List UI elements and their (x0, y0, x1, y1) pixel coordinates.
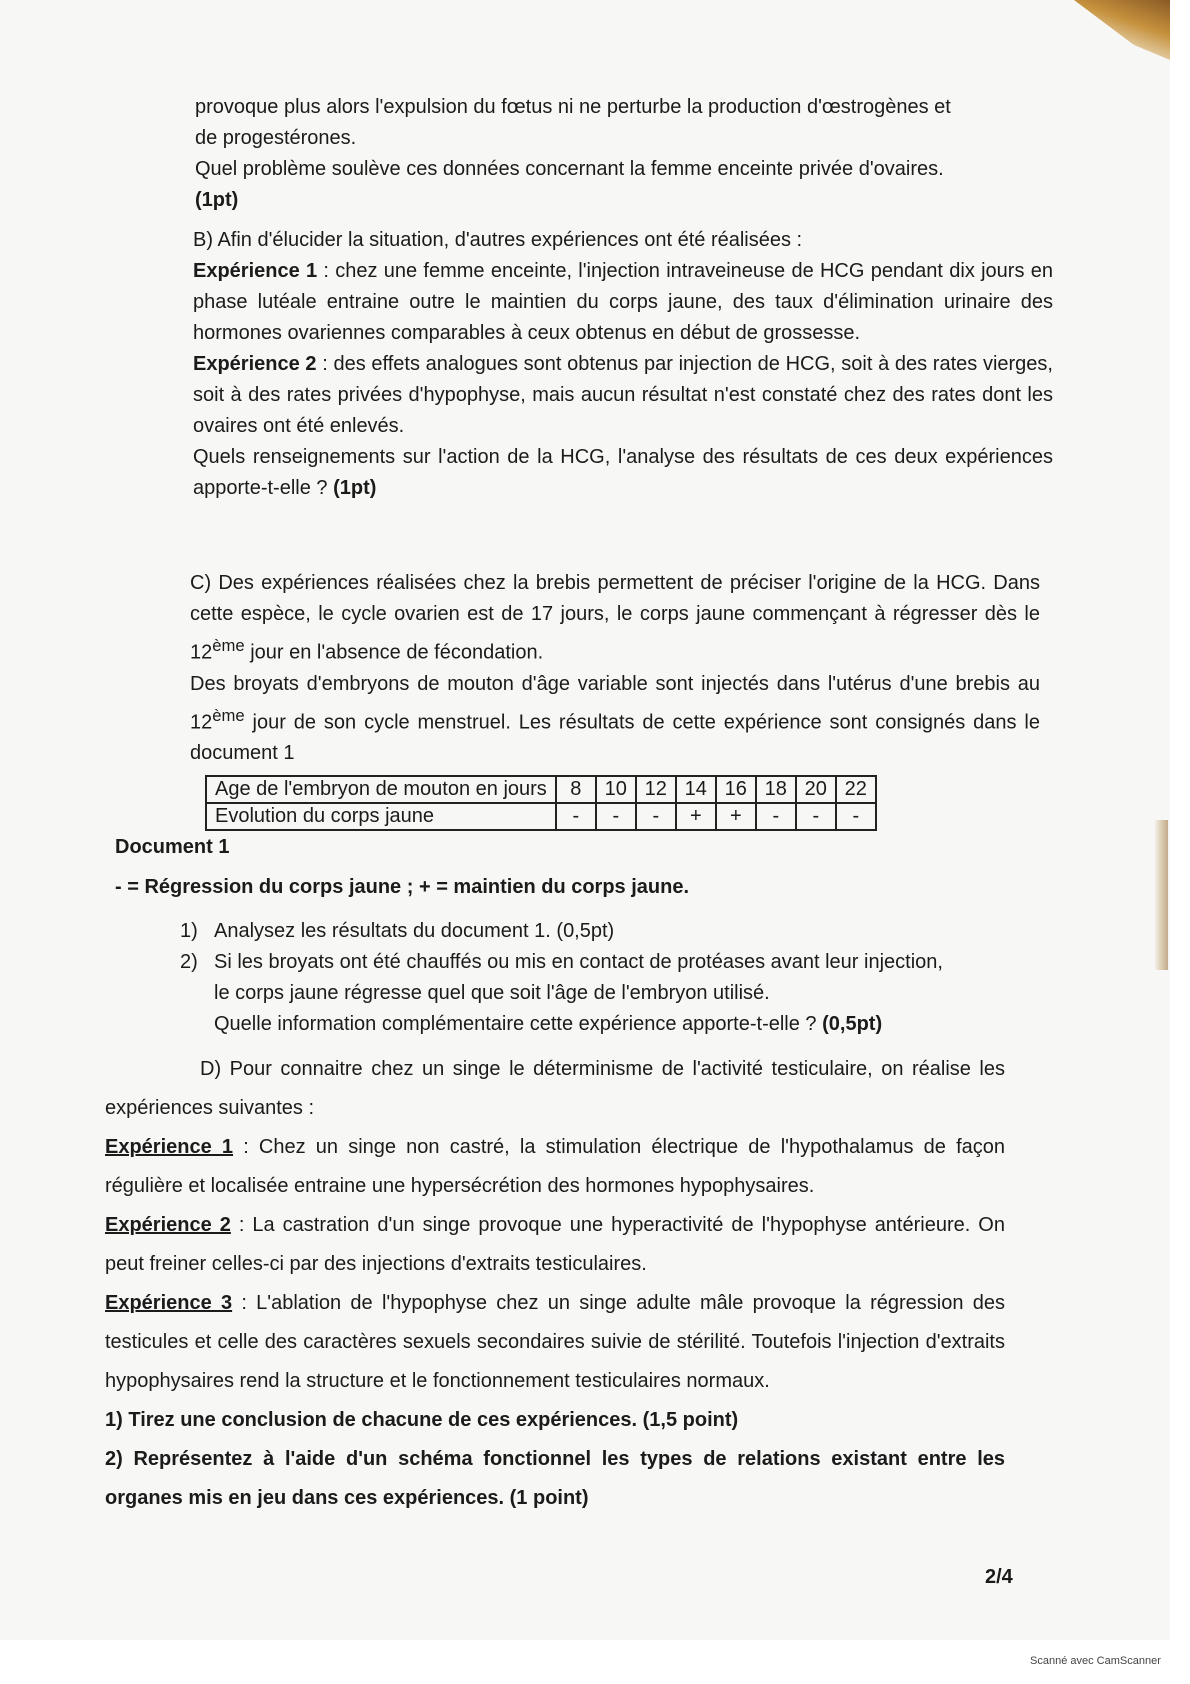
exp3-label: Expérience 3 (105, 1292, 233, 1314)
result-cell: + (676, 803, 716, 830)
part-b-question (193, 442, 1053, 504)
question-item (180, 916, 1030, 947)
table-row-results (206, 803, 876, 830)
exp1-label: Expérience 1 (193, 260, 318, 282)
result-cell: - (596, 803, 636, 830)
question-points: (0,5pt) (822, 1013, 883, 1035)
part-c-text: jour en l'absence de fécondation. (244, 641, 544, 664)
superscript: ème (212, 636, 245, 655)
result-cell: - (556, 803, 596, 830)
exp1-label: Expérience 1 (105, 1136, 234, 1158)
question-body (214, 947, 943, 1040)
result-cell: - (836, 803, 876, 830)
part-b-exp1 (193, 256, 1053, 349)
part-b (193, 225, 1053, 504)
exp2-text: : La castration d'un singe provoque une hyperactivité de l'hypophyse antérieure. On peut freiner celles-ci par des injections d'extraits testiculaires. (105, 1214, 1005, 1275)
scanner-watermark: Scanné avec CamScanner (1030, 1655, 1161, 1667)
age-cell: 14 (676, 776, 716, 803)
document-label: Document 1 (115, 836, 230, 858)
page-number: 2/4 (985, 1566, 1013, 1588)
part-d-exp1 (105, 1128, 1005, 1206)
part-d-question-2: 2) Représentez à l'aide d'un schéma fonctionnel les types de relations existant entre les organes mis en jeu dans ces expériences. (1 point) (105, 1448, 1005, 1509)
part-b-intro: B) Afin d'élucider la situation, d'autres expériences ont été réalisées : (193, 229, 803, 251)
age-cell: 16 (716, 776, 756, 803)
exp1-text: : Chez un singe non castré, la stimulation électrique de l'hypothalamus de façon régulière et localisée entraine une hypersécrétion des hormones hypophysaires. (105, 1136, 1005, 1197)
exp1-text: : chez une femme enceinte, l'injection intraveineuse de HCG pendant dix jours en phase lutéale entraine outre le maintien du corps jaune, des taux d'élimination urinaire des hormones ovariennes comparables à ceux obtenus en début de grossesse. (193, 260, 1053, 344)
exp2-label: Expérience 2 (105, 1214, 231, 1236)
part-c-text: C) Des expériences réalisées chez la brebis permettent de préciser l'origine de la HCG. Dans cette espèce, le cycle ovarien est de 17 jours, le corps jaune commençant à régresser dès le 12 (190, 572, 1040, 664)
part-d-intro: D) Pour connaitre chez un singe le déterminisme de l'activité testiculaire, on réalise les expériences suivantes : (105, 1058, 1005, 1119)
question-item (180, 947, 1030, 1040)
part-b-exp2 (193, 349, 1053, 442)
age-cell: 22 (836, 776, 876, 803)
exp3-text: : L'ablation de l'hypophyse chez un singe adulte mâle provoque la régression des testicules et celle des caractères sexuels secondaires suivie de stérilité. Toutefois l'injection d'extraits hypophysaires rend la structure et le fonctionnement testiculaires normaux. (105, 1292, 1005, 1392)
part-c-text: jour de son cycle menstruel. Les résultats de cette expérience sont consignés dans le document 1 (190, 711, 1040, 765)
question-text: Analysez les résultats du document 1. (0,5pt) (214, 920, 615, 942)
question-number: 1) (180, 920, 198, 942)
result-cell: + (716, 803, 756, 830)
age-cell: 10 (596, 776, 636, 803)
row-label: Age de l'embryon de mouton en jours (206, 776, 556, 803)
question-line: Si les broyats ont été chauffés ou mis en contact de protéases avant leur injection, (214, 951, 943, 973)
part-d-exp2 (105, 1206, 1005, 1284)
background-object (1154, 820, 1168, 970)
question-line (214, 1009, 943, 1040)
part-c-paragraph-2 (190, 669, 1040, 770)
age-cell: 18 (756, 776, 796, 803)
part-d-exp3 (105, 1284, 1005, 1401)
result-cell: - (756, 803, 796, 830)
table-legend: - = Régression du corps jaune ; + = maintien du corps jaune. (115, 876, 690, 898)
question-number: 2) (180, 951, 198, 973)
part-c-text: Des broyats d'embryons de mouton d'âge variable sont injectés dans l'utérus d'une brebis au 12 (190, 672, 1040, 734)
part-a-line1: provoque plus alors l'expulsion du fœtus ni ne perturbe la production d'œstrogènes et (195, 96, 951, 118)
question-line: le corps jaune régresse quel que soit l'âge de l'embryon utilisé. (214, 982, 770, 1004)
exp2-text: : des effets analogues sont obtenus par injection de HCG, soit à des rates vierges, soit à des rates privées d'hypophyse, mais aucun résultat n'est constaté chez des rates dont les ovaires ont été enlevés. (193, 353, 1053, 437)
row-label: Evolution du corps jaune (206, 803, 556, 830)
age-cell: 12 (636, 776, 676, 803)
part-c-questions (180, 916, 1030, 1040)
superscript: ème (212, 705, 245, 725)
table-row-ages (206, 776, 876, 803)
part-d (105, 1050, 1005, 1518)
part-c (190, 568, 1040, 769)
exp2-label: Expérience 2 (193, 353, 317, 375)
part-c-paragraph-1 (190, 568, 1040, 669)
document-1-table (205, 775, 877, 831)
part-a-line2: de progestérones. (195, 127, 357, 149)
question-text: Quels renseignements sur l'action de la HCG, l'analyse des résultats de ces deux expériences apporte-t-elle ? (193, 446, 1053, 499)
part-d-question-1: 1) Tirez une conclusion de chacune de ces expériences. (1,5 point) (105, 1409, 739, 1431)
age-cell: 20 (796, 776, 836, 803)
result-cell: - (636, 803, 676, 830)
result-cell: - (796, 803, 836, 830)
part-a (195, 92, 1050, 216)
age-cell: 8 (556, 776, 596, 803)
part-a-points: (1pt) (195, 189, 239, 211)
question-text: Quelle information complémentaire cette expérience apporte-t-elle ? (214, 1013, 823, 1035)
question-points: (1pt) (333, 477, 377, 499)
part-a-question: Quel problème soulève ces données concernant la femme enceinte privée d'ovaires. (195, 158, 944, 180)
